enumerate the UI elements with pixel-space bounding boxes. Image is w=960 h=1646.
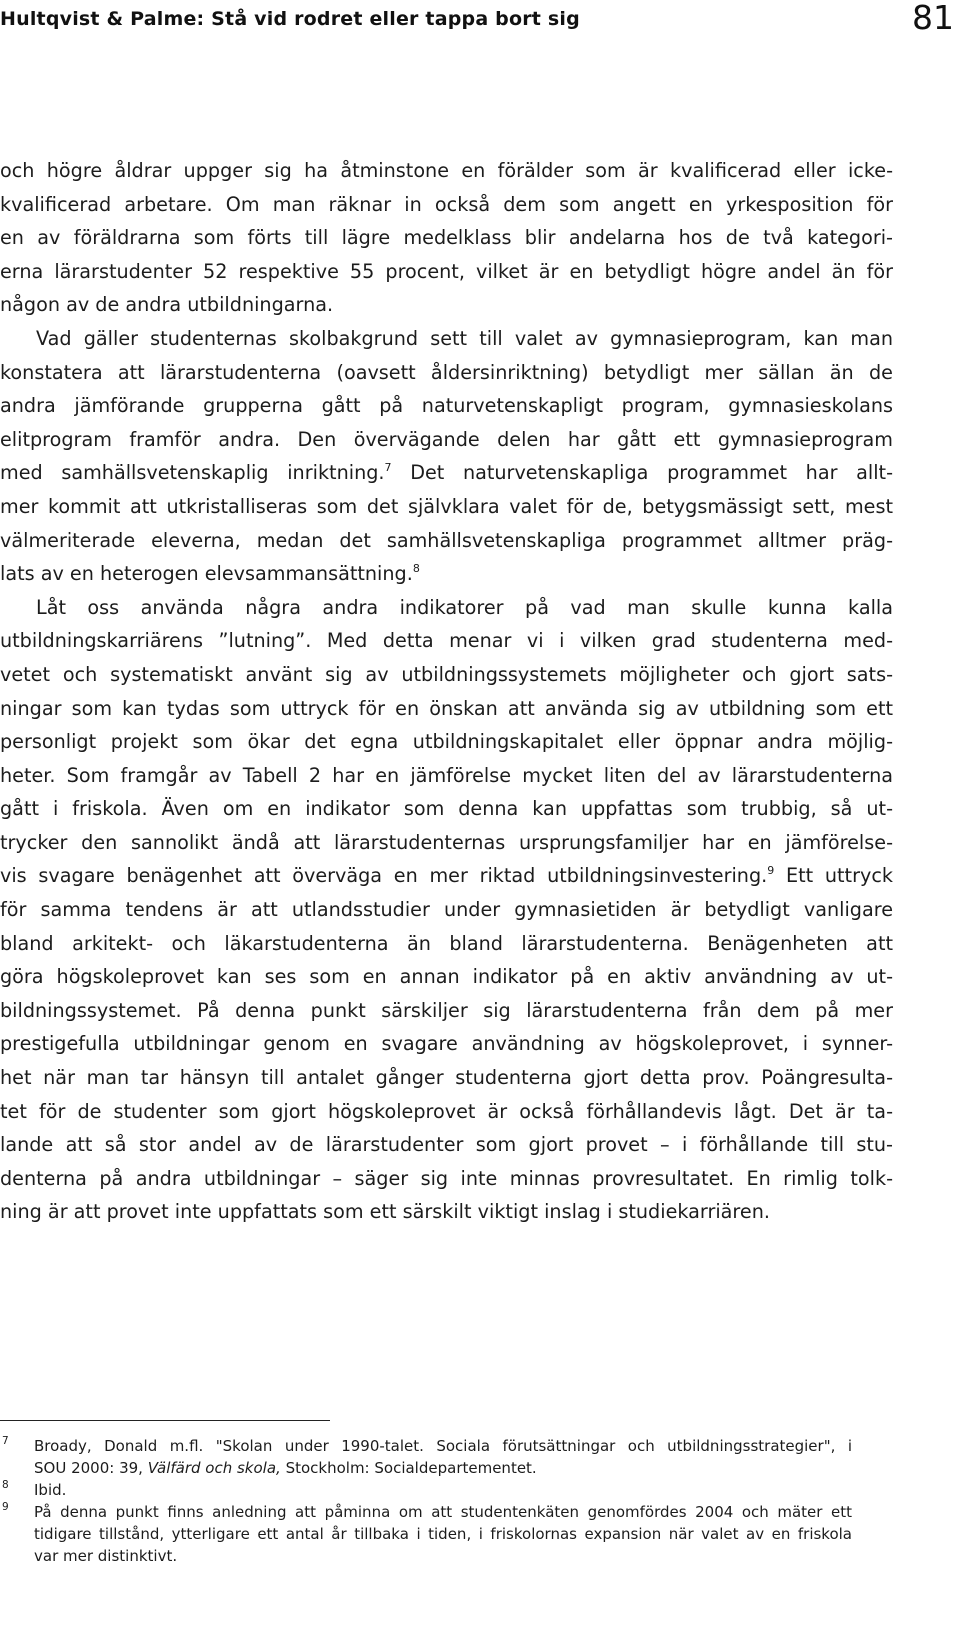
body-line: denterna på andra utbildningar – säger sig inte minnas provresultatet. En rimlig tolk- xyxy=(0,1166,893,1190)
body-line: bildningssystemet. På denna punkt särskiljer sig lärarstudenterna från dem på mer xyxy=(0,998,893,1022)
body-segment: vis svagare benägenhet att överväga en mer riktad utbildningsinvestering. xyxy=(0,864,768,888)
body-line: trycker den sannolikt ändå att lärarstudenternas ursprungsfamiljer har en jämförelse- xyxy=(0,830,893,854)
body-text xyxy=(0,154,893,1229)
footnote-segment: Stockholm: Socialdepartementet. xyxy=(280,1459,537,1477)
body-segment: lats av en heterogen elevsammansättning. xyxy=(0,562,413,586)
footnote-ref-7[interactable]: 7 xyxy=(384,461,392,475)
body-segment: Ett uttryck xyxy=(785,864,893,888)
body-line xyxy=(0,557,893,591)
body-line: för samma tendens är att utlandsstudier under gymnasietiden är betydligt vanligare xyxy=(0,898,893,922)
body-line: göra högskoleprovet kan ses som en annan indikator på en aktiv användning av ut- xyxy=(0,965,893,989)
body-line: lande att så stor andel av de lärarstudenter som gjort provet – i förhållande till stu- xyxy=(0,1133,893,1157)
body-line: het när man tar hänsyn till antalet gånger studenterna gjort detta prov. Poängresulta- xyxy=(0,1066,893,1090)
body-line: ning är att provet inte uppfattats som ett särskilt viktigt inslag i studiekarriären. xyxy=(0,1200,770,1224)
body-line: vetet och systematiskt använt sig av utbildningssystemets möjligheter och gjort sats- xyxy=(0,662,893,686)
footnote-segment: SOU 2000: 39, xyxy=(34,1459,148,1477)
body-line: välmeriterade eleverna, medan det samhällsvetenskapliga programmet alltmer präg- xyxy=(0,528,893,552)
footnote-number: 7 xyxy=(2,1435,9,1447)
body-line: prestigefulla utbildningar genom en svagare användning av högskoleprovet, i synner- xyxy=(0,1032,893,1056)
footnote-line: Ibid. xyxy=(34,1481,67,1499)
body-line: gått i friskola. Även om en indikator som denna kan uppfattas som trubbig, så ut- xyxy=(0,797,893,821)
body-line: konstatera att lärarstudenterna (oavsett åldersinriktning) betydligt mer sällan än de xyxy=(0,360,893,384)
running-header xyxy=(0,0,960,40)
page-number: 81 xyxy=(912,0,954,37)
footnote-line xyxy=(34,1457,852,1479)
body-line: någon av de andra utbildningarna. xyxy=(0,293,334,317)
body-line: mer kommit att utkristalliseras som det självklara valet för de, betygsmässigt sett, mest xyxy=(0,494,893,518)
running-title: Hultqvist & Palme: Stå vid rodret eller tappa bort sig xyxy=(0,8,580,30)
footnote-line: På denna punkt finns anledning att påminna om att studentenkäten genomfördes 2004 och mäter ett xyxy=(34,1503,852,1521)
footnote-ref-9[interactable]: 9 xyxy=(767,864,775,878)
body-line xyxy=(0,859,893,893)
body-line: heter. Som framgår av Tabell 2 har en jämförelse mycket liten del av lärarstudenterna xyxy=(0,763,893,787)
body-line: utbildningskarriärens ”lutning”. Med detta menar vi i vilken grad studenterna med- xyxy=(0,629,893,653)
body-line: kvalificerad arbetare. Om man räknar in också dem som angett en yrkesposition för xyxy=(0,192,893,216)
body-line: andra jämförande grupperna gått på naturvetenskapligt program, gymnasieskolans xyxy=(0,394,893,418)
footnote-separator xyxy=(0,1420,330,1421)
footnote-body xyxy=(34,1501,852,1567)
footnote-title-italic: Välfärd och skola, xyxy=(147,1459,281,1477)
body-line: personligt projekt som ökar det egna utbildningskapitalet eller öppnar andra möjlig- xyxy=(0,730,893,754)
footnote-ref-8[interactable]: 8 xyxy=(412,562,420,576)
footnote-number: 9 xyxy=(2,1501,9,1513)
body-line: erna lärarstudenter 52 respektive 55 procent, vilket är en betydligt högre andel än för xyxy=(0,259,893,283)
body-line: och högre åldrar uppger sig ha åtminstone en förälder som är kvalificerad eller icke- xyxy=(0,159,893,182)
footnote-line: Broady, Donald m.fl. "Skolan under 1990-talet. Sociala förutsättningar och utbildningsstrategier", i xyxy=(34,1437,852,1455)
body-line: tet för de studenter som gjort högskoleprovet är också förhållandevis lågt. Det är ta- xyxy=(0,1099,893,1123)
body-segment: Det naturvetenskapliga programmet har allt- xyxy=(410,461,893,485)
body-line: bland arkitekt- och läkarstudenterna än bland lärarstudenterna. Benägenheten att xyxy=(0,931,893,955)
footnote-line: tidigare tillstånd, ytterligare ett antal år tillbaka i tiden, i friskolornas expansion när valet av en friskola xyxy=(34,1525,852,1543)
footnote-body xyxy=(34,1435,852,1479)
body-line: elitprogram framför andra. Den övervägande delen har gått ett gymnasieprogram xyxy=(0,427,893,451)
body-line: en av föräldrarna som förts till lägre medelklass blir andelarna hos de två kategori- xyxy=(0,226,893,250)
footnote-line: var mer distinktivt. xyxy=(34,1547,178,1565)
body-line: Vad gäller studenternas skolbakgrund sett till valet av gymnasieprogram, kan man xyxy=(36,326,893,350)
footnote-body xyxy=(34,1479,852,1501)
body-segment: med samhällsvetenskaplig inriktning. xyxy=(0,461,385,485)
footnote-number: 8 xyxy=(2,1479,9,1491)
body-line: Låt oss använda några andra indikatorer på vad man skulle kunna kalla xyxy=(36,595,893,619)
body-line xyxy=(0,456,893,490)
body-line: ningar som kan tydas som uttryck för en önskan att använda sig av utbildning som ett xyxy=(0,696,893,720)
